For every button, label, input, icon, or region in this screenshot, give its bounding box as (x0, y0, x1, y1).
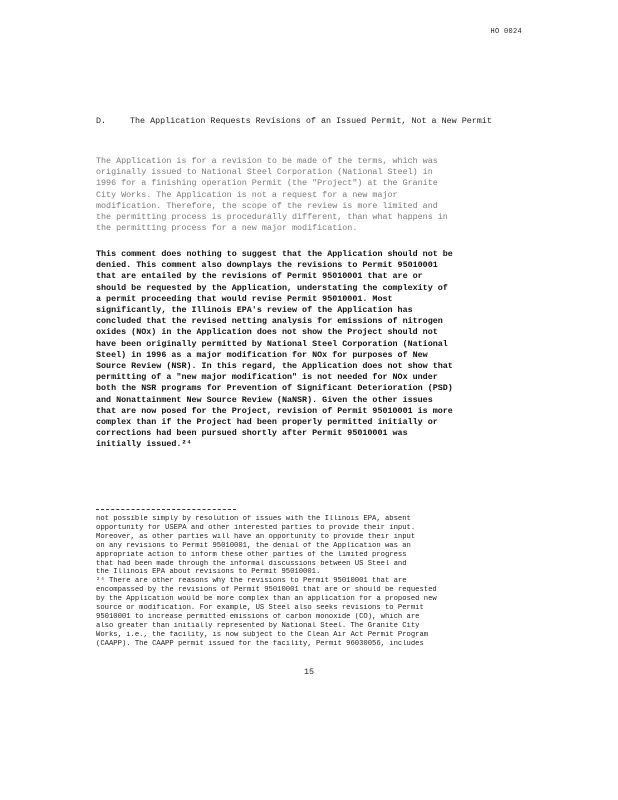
footnote-line: Works, i.e., the facility, is now subject to the Clean Air Act Permit Program (96, 630, 429, 639)
text-line: The Application is for a revision to be made of the terms, which was (96, 156, 438, 166)
footnote-line: not possible simply by resolution of issues with the Illinois EPA, absent (96, 515, 411, 523)
text-line: Source Review (NSR). In this regard, the Application does not show that (96, 361, 453, 372)
section-title: The Application Requests Revisions of an Issued Permit, Not a New Permit (130, 116, 492, 126)
page-number: 15 (303, 667, 315, 677)
text-line: have been originally permitted by National Steel Corporation (National (96, 338, 448, 349)
footnote-line: encompassed by the revisions of Permit 95010001 that are or should be requested (96, 586, 437, 595)
text-line: initially issued.²⁴ (96, 439, 192, 450)
footnote-separator (96, 509, 236, 510)
text-line: modification. Therefore, the scope of the review is more limited and (96, 200, 438, 211)
footnote-line: by the Application would be more complex than an application for a proposed new (96, 595, 437, 604)
text-line: a permit proceeding that would revise Permit 95010001. Most (96, 293, 393, 304)
footnote-line: the Illinois EPA about revisions to Permit 95010001. (96, 568, 321, 577)
faded-paragraph (96, 156, 530, 234)
footnote-line: (CAAPP). The CAAPP permit issued for the facility, Permit 96030056, includes (96, 639, 424, 648)
text-line: concluded that the revised netting analysis for emissions of nitrogen (96, 316, 443, 327)
text-line: the permitting process for a new major modification. (96, 223, 358, 234)
section-number: D. (96, 116, 107, 126)
text-line: 1996 for a finishing operation Permit (the "Project") at the Granite (96, 178, 438, 189)
text-line: that are now posed for the Project, revision of Permit 95010001 is more (96, 405, 453, 416)
document-id-header: HO 0024 (490, 28, 522, 36)
text-line: and Nonattainment New Source Review (NaNSR). Given the other issues (96, 394, 433, 405)
text-line: denied. This comment also downplays the revisions to Permit 95010001 (96, 260, 438, 271)
footnote-line: opportunity for USEPA and other interested parties to provide their input. (96, 523, 416, 532)
text-line: permitting of a "new major modification" is not needed for NOx under (96, 372, 438, 383)
footnote-line: source or modification. For example, US Steel also seeks revisions to Permit (96, 604, 424, 613)
text-line: that are entailed by the revisions of Permit 95010001 that are or (96, 271, 423, 282)
text-line: oxides (NOx) in the Application does not show the Project should not (96, 327, 438, 338)
footnote-line: ²⁴ There are other reasons why the revisions to Permit 95010001 that are (96, 577, 407, 586)
footnote-line: on any revisions to Permit 95010001, the denial of the Application was an (96, 541, 411, 550)
footnote-line: appropriate action to inform these other parties of the limited progress (96, 550, 407, 559)
footnote-line: Moreover, as other parties will have an opportunity to provide their input (96, 532, 416, 541)
main-paragraph (96, 249, 530, 451)
text-line: should be requested by the Application, understating the complexity of (96, 282, 448, 293)
text-line: corrections had been pursued shortly after Permit 95010001 was (96, 428, 408, 439)
text-line: both the NSR programs for Prevention of Significant Deterioration (PSD) (96, 383, 453, 394)
text-line: significantly, the Illinois EPA's review of the Application has (96, 305, 413, 316)
text-line: originally issued to National Steel Corporation (National Steel) in (96, 167, 433, 178)
footnotes (96, 515, 530, 649)
text-line: Steel) in 1996 as a major modification for NOx for purposes of New (96, 349, 428, 360)
footnote-line: 95010001 to increase permitted emissions of carbon monoxide (CO), which are (96, 612, 420, 621)
text-line: This comment does nothing to suggest that the Application should not be (96, 249, 453, 259)
text-line: complex than if the Project had been properly permitted initially or (96, 417, 438, 428)
footnote-line: that had been made through the informal discussions between US Steel and (96, 559, 407, 568)
footnote-line: also greater than initially represented by National Steel. The Granite City (96, 621, 420, 630)
text-line: the permitting process is procedurally different, than what happens in (96, 212, 448, 223)
text-line: City Works. The Application is not a request for a new major (96, 189, 398, 200)
